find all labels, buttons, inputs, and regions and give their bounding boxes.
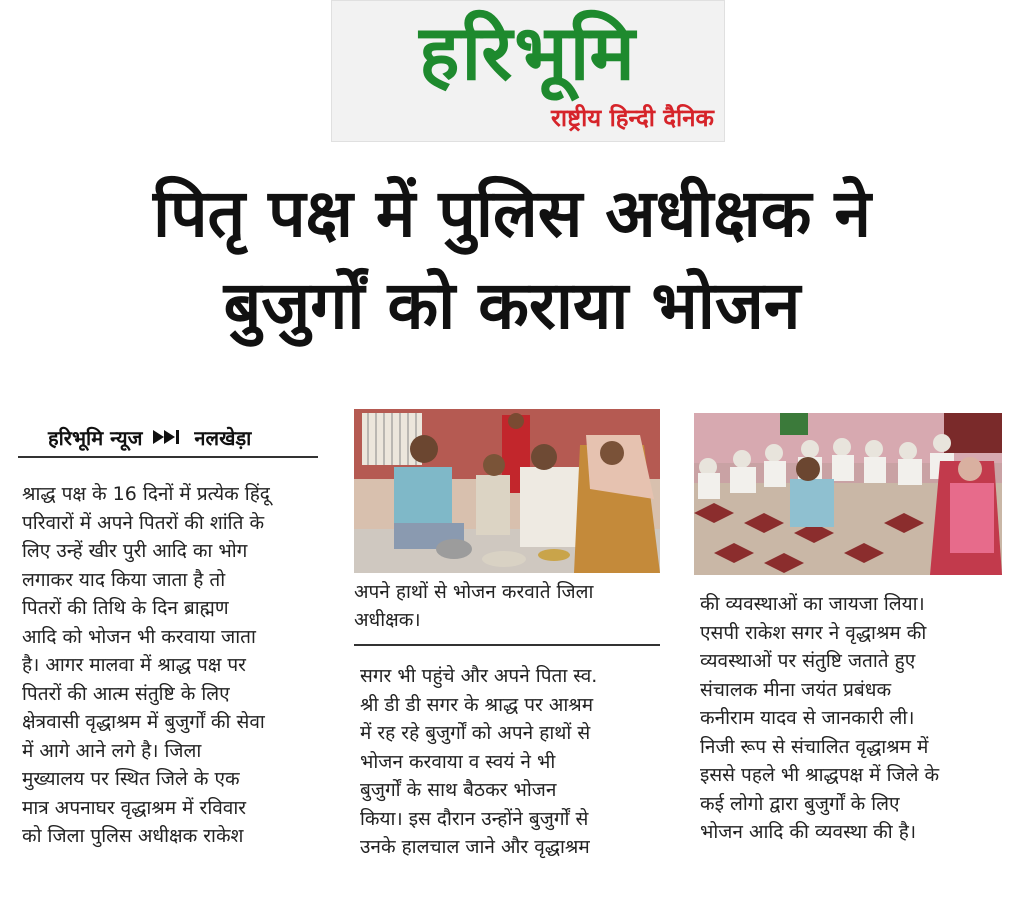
byline: [18, 424, 318, 458]
photo-sp-serving-food: [354, 409, 660, 573]
photo-caption: अपने हाथों से भोजन करवाते जिला अधीक्षक।: [354, 578, 660, 646]
article-headline: [20, 168, 1004, 352]
article-column-1: श्राद्ध पक्ष के 16 दिनों में प्रत्येक हिंदू परिवारों में अपने पितरों की शांति के लिए उन्हें खीर पुरी आदि का भोग लगाकर याद किया जाता है तो पितरों की तिथि के दिन ब्राह्मण आदि को भोजन भी करवाया जाता है। आगर मालवा में श्राद्ध पक्ष पर पितरों की आत्म संतुष्टि के लिए क्षेत्रवासी वृद्धाश्रम में बुजुर्गों की सेवा में आगे आने लगे है। जिला मुख्यालय पर स्थित जिले के एक मात्र अपनाघर वृद्धाश्रम में रविवार को जिला पुलिस अधीक्षक राकेश: [22, 483, 270, 847]
article-column-2: सगर भी पहुंचे और अपने पिता स्व. श्री डी डी सगर के श्राद्ध पर आश्रम में रह रहे बुजुर्गों को अपने हाथों से भोजन करवाया व स्वयं ने भी बुजुर्गों के साथ बैठकर भोजन किया। इस दौरान उन्होंने बुजुर्गों से उनके हालचाल जाने और वृद्धाश्रम: [360, 665, 598, 858]
brand-tagline: राष्ट्रीय हिन्दी दैनिक: [551, 104, 714, 132]
headline-line-1: पितृ पक्ष में पुलिस अधीक्षक ने: [152, 175, 872, 252]
headline-line-2: बुजुर्गों को कराया भोजन: [223, 267, 801, 344]
byline-source: हरिभूमि न्यूज: [48, 426, 143, 450]
article-column-3: की व्यवस्थाओं का जायजा लिया। एसपी राकेश सगर ने वृद्धाश्रम की व्यवस्थाओं पर संतुष्टि जताते हुए संचालक मीना जयंत प्रबंधक कनीराम यादव से जानकारी ली। निजी रूप से संचालित वृद्धाश्रम में इससे पहले भी श्राद्धपक्ष में जिले के कई लोगो द्वारा बुजुर्गों के लिए भोजन आदि की व्यवस्था की है।: [700, 593, 940, 843]
photo-elders-dining: [694, 413, 1002, 575]
brand-name: हरिभूमि: [419, 8, 637, 97]
masthead-logo: [331, 0, 725, 142]
double-play-arrow-icon: [153, 429, 183, 449]
byline-location: नलखेड़ा: [194, 426, 252, 450]
